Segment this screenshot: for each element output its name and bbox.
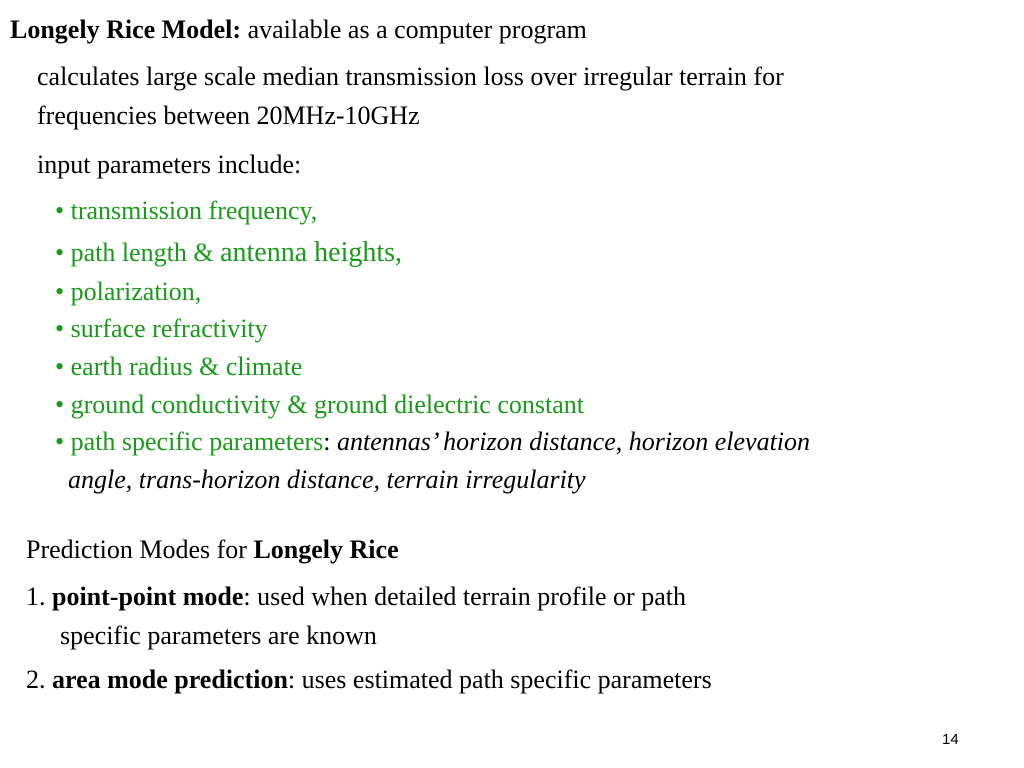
bullet-icon: • (55, 390, 65, 419)
list-item-continuation: angle, trans-horizon distance, terrain irregularity (68, 465, 586, 494)
list-item (55, 314, 268, 344)
mode-number: 2. (26, 665, 52, 694)
slide-title (10, 15, 587, 45)
bullet-icon: • (55, 352, 65, 381)
list-item-italic-text: antennas’ horizon distance, horizon elevation (330, 427, 811, 456)
input-parameters-heading: input parameters include: (37, 150, 302, 179)
mode-description-continuation: specific parameters are known (60, 621, 377, 650)
prediction-modes-heading (26, 535, 399, 565)
mode-number: 1. (26, 582, 52, 611)
bullet-icon: • (55, 277, 65, 306)
mode-description: : used when detailed terrain profile or path (243, 582, 686, 611)
description-line-1: calculates large scale median transmission loss over irregular terrain for (37, 62, 784, 91)
prediction-modes-text: Prediction Modes for (26, 535, 254, 564)
list-item-text: transmission frequency, (70, 196, 318, 225)
prediction-modes-bold: Longely Rice (253, 535, 399, 564)
mode-item (26, 582, 686, 612)
bullet-icon: • (55, 427, 65, 456)
list-item (55, 196, 317, 226)
list-item-text: ground conductivity & ground dielectric constant (70, 390, 584, 419)
list-item (55, 277, 201, 307)
list-item-text: polarization, (70, 277, 202, 306)
list-item-text: path specific parameters (70, 427, 324, 456)
mode-description: : uses estimated path specific parameters (287, 665, 712, 694)
bullet-icon: • (55, 314, 65, 343)
title-rest: available as a computer program (241, 15, 587, 44)
list-item (55, 427, 810, 457)
list-item-text-large: antenna heights, (220, 237, 403, 268)
list-item-colon: : (323, 427, 331, 456)
title-bold: Longely Rice Model: (10, 15, 242, 44)
bullet-icon: • (55, 196, 65, 225)
list-item-text: path length & (70, 238, 221, 267)
list-item (55, 390, 584, 420)
slide-number: 14 (942, 731, 959, 748)
mode-name: area mode prediction (52, 665, 288, 694)
mode-item (26, 665, 712, 695)
list-item (55, 238, 402, 268)
bullet-icon: • (55, 238, 65, 267)
mode-name: point-point mode (52, 582, 244, 611)
list-item-text: earth radius & climate (70, 352, 303, 381)
list-item-text: surface refractivity (70, 314, 268, 343)
description-line-2: frequencies between 20MHz-10GHz (37, 101, 420, 130)
list-item (55, 352, 302, 382)
